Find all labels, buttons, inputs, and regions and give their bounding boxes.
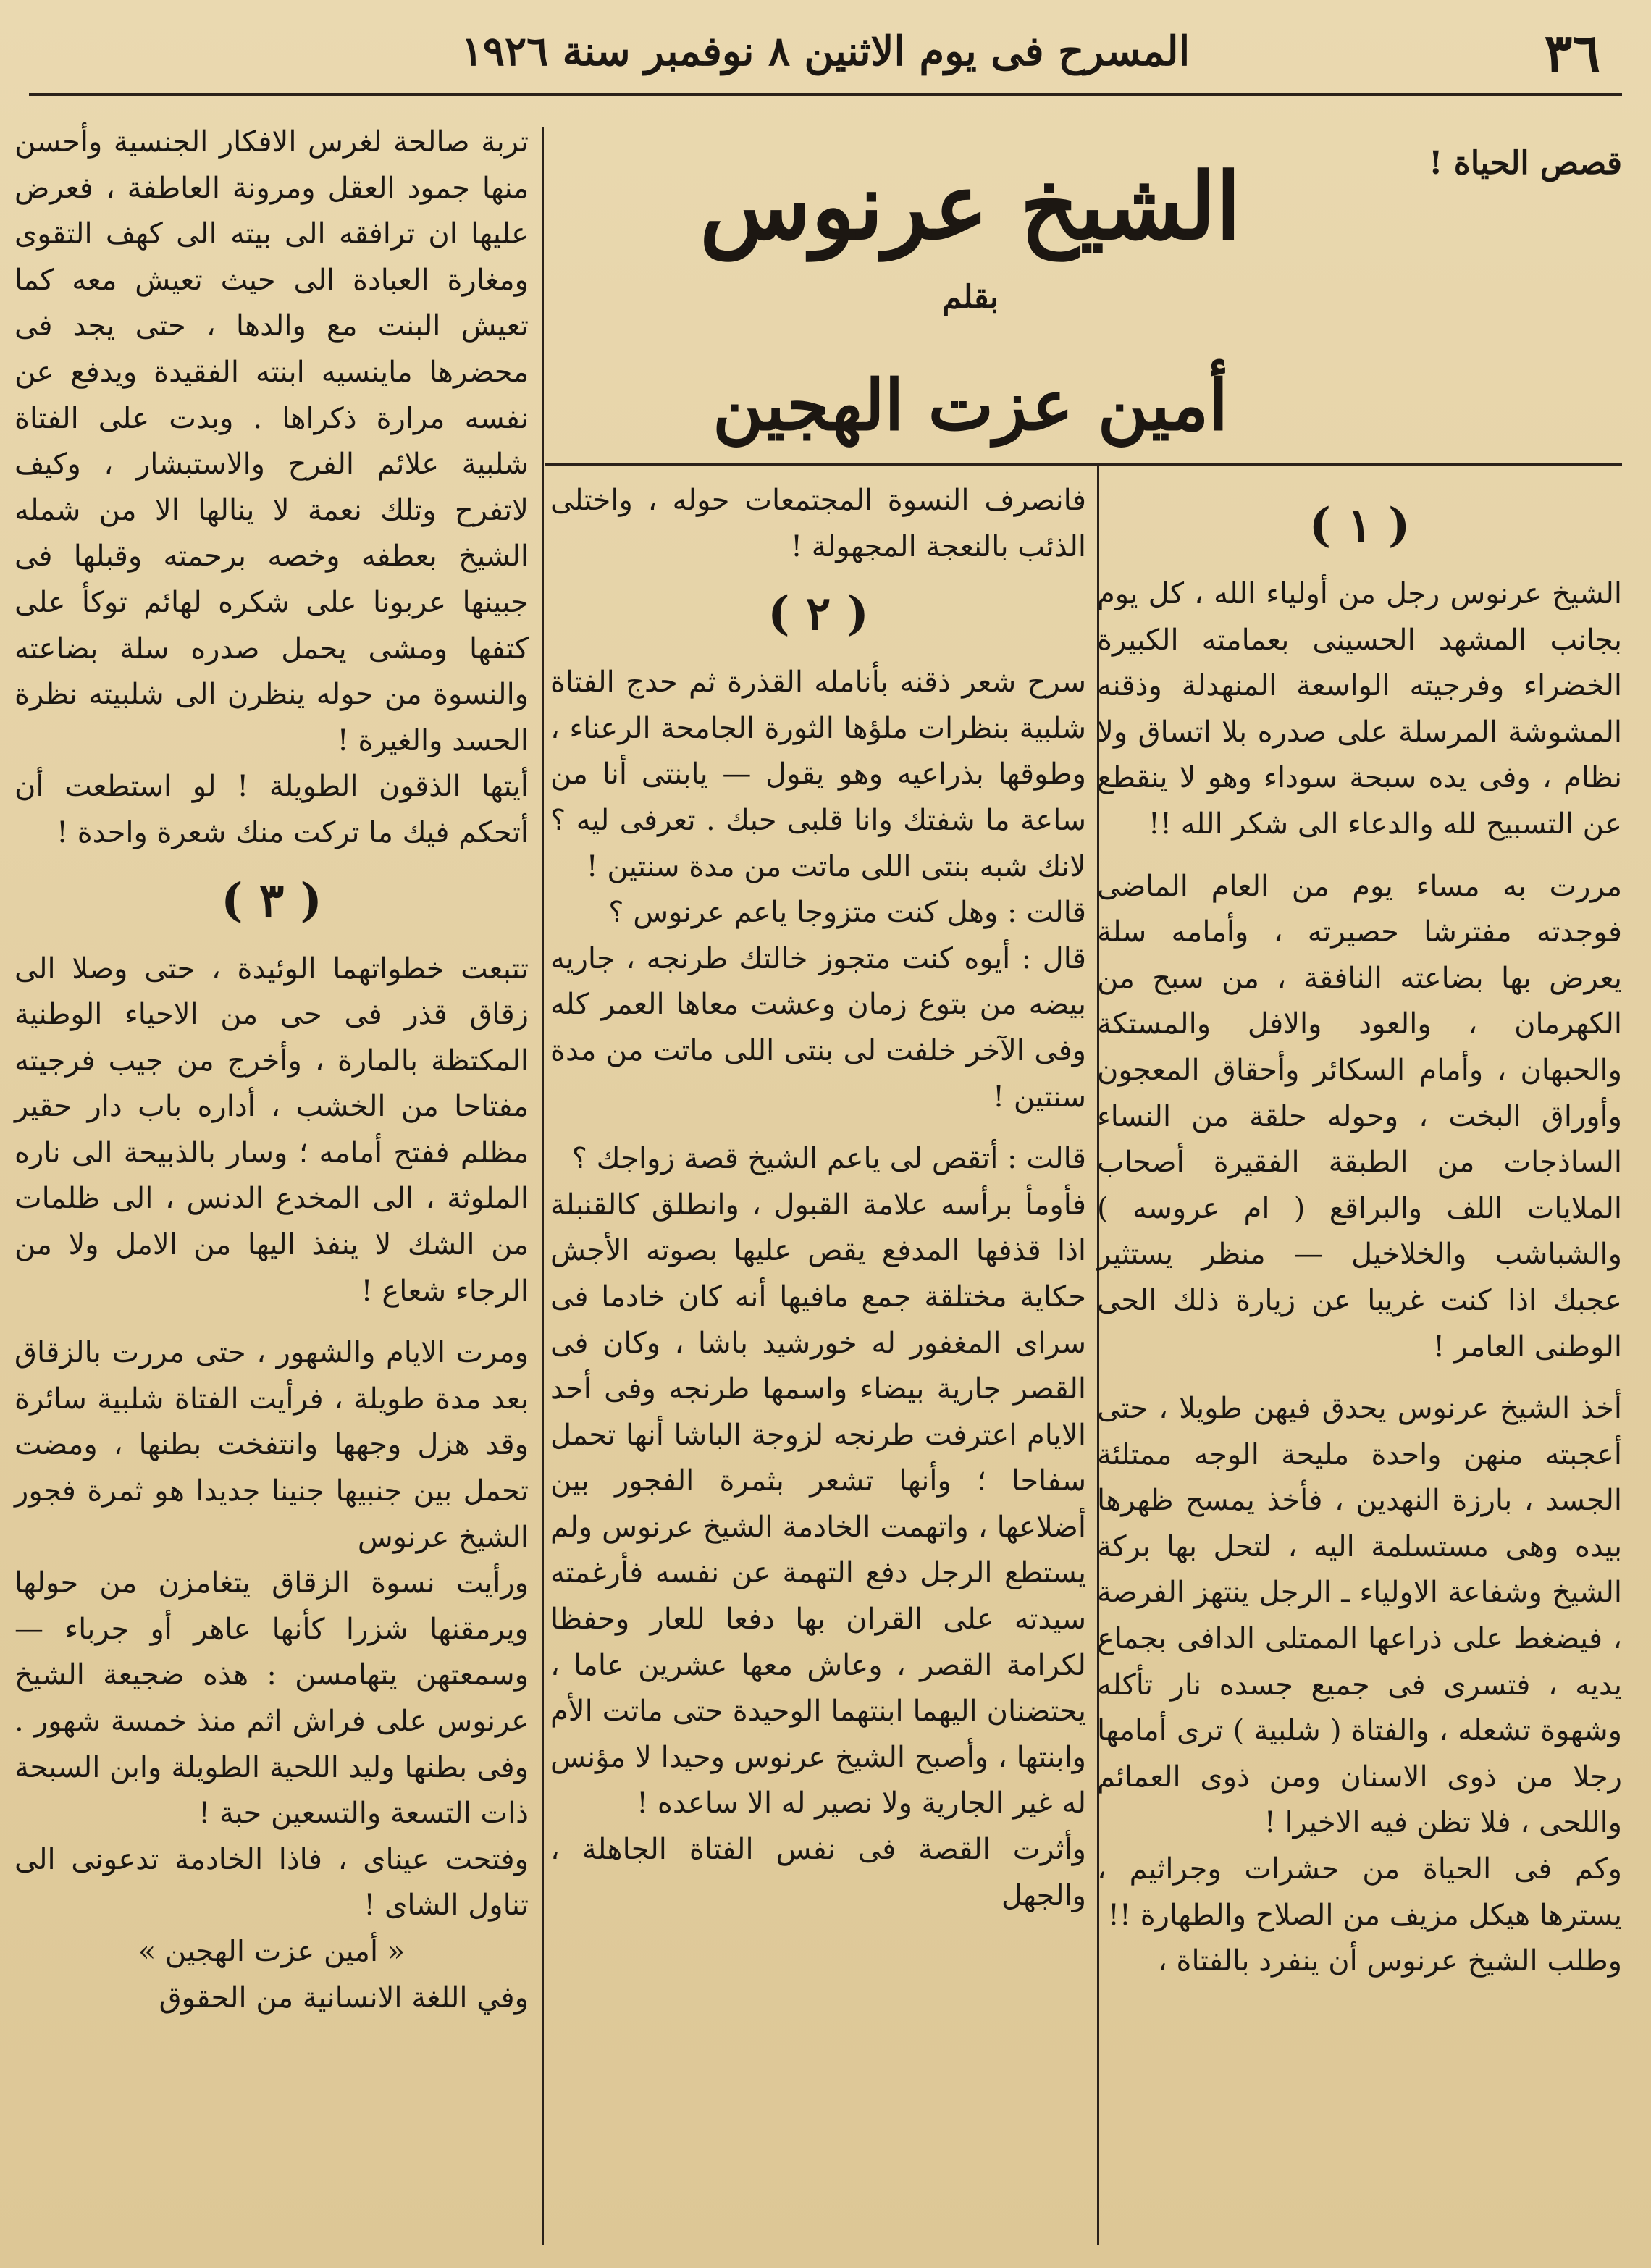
column-rule-left bbox=[542, 127, 544, 2245]
article-author: أمين عزت الهجين bbox=[713, 364, 1228, 446]
column-middle bbox=[550, 478, 1086, 1919]
paragraph: ومرت الايام والشهور ، حتى مررت بالزقاق بعد مدة طويلة ، فرأيت الفتاة شلبية سائرة وقد هزل وجهها وانتفخت بطنها ، ومضت تحمل بين جنبيها جنينا جديدا هو ثمرة فجور الشيخ عرنوس bbox=[14, 1336, 529, 1554]
header-rule bbox=[29, 93, 1622, 96]
section-heading-2: ( ٢ ) bbox=[768, 587, 869, 642]
footer-line: وفي اللغة الانسانية من الحقوق bbox=[159, 1981, 529, 2015]
paragraph: وأثرت القصة فى نفس الفتاة الجاهلة ، والجهل bbox=[550, 1833, 1086, 1912]
paragraph: أخذ الشيخ عرنوس يحدق فيهن طويلا ، حتى أعجبته منهن واحدة مليحة الوجه ممتلئة الجسد ، بارزة النهدين ، فأخذ يمسح ظهرها بيده وهى مستسلمة اليه ، لتحل بها بركة الشيخ وشفاعة الاولياء ـ الرجل ينتهز الفرصة ، فيضغط على ذراعها الممتلى الدافى بجماع يديه ، فتسرى فى جميع جسده نار تأكله وشهوة تشعله ، والفتاة ( شلبية ) ترى أمامها رجلا من ذوى الاسنان ومن ذوى العمائم واللحى ، فلا تظن فيه الاخيرا ! bbox=[1097, 1392, 1622, 1840]
paragraph: فانصرف النسوة المجتمعات حوله ، واختلى الذئب بالنعجة المجهولة ! bbox=[550, 484, 1086, 563]
title-rule bbox=[545, 463, 1622, 466]
paragraph: ورأيت نسوة الزقاق يتغامزن من حولها ويرمقنها شزرا كأنها عاهر أو جرباء — وسمعتهن يتهامسن : هذه ضجيعة الشيخ عرنوس على فراش اثم منذ خمسة شهور . وفى بطنها وليد اللحية الطويلة وابن السبحة ذات التسعة والتسعين حبة ! bbox=[14, 1566, 529, 1831]
paragraph: فأومأ برأسه علامة القبول ، وانطلق كالقنبلة اذا قذفها المدفع يقص عليها بصوته الأجش حكاية مختلقة جمع مافيها أنه كان خادما فى سراى المغفور له خورشيد باشا ، وكان فى القصر جارية بيضاء واسمها طرنجه وفى أحد الايام اعترفت طرنجه لزوجة الباشا أنها تحمل سفاحا ؛ وأنها تشعر بثمرة الفجور بين أضلاعها ، واتهمت الخادمة الشيخ عرنوس ولم يستطع الرجل دفع التهمة عن نفسه فأرغمته سيدته على القران بها دفعا للعار وحفظا لكرامة القصر ، وعاش معها عشرين عاما ، يحتضنان اليهما ابنتهما الوحيدة حتى ماتت الأم وابنتها ، وأصبح الشيخ عرنوس وحيدا لا مؤنس له غير الجارية ولا نصير له الا ساعده ! bbox=[550, 1188, 1086, 1820]
article-byline: بقلم bbox=[941, 279, 999, 316]
paragraph: تربة صالحة لغرس الافكار الجنسية وأحسن منها جمود العقل ومرونة العاطفة ، فعرض عليها ان ترافقه الى بيته الى كهف التقوى ومغارة العبادة الى حيث تعيش معه كما تعيش البنت مع والدها ، حتى يجد فى محضرها ماينسيه ابنته الفقيدة ويدفع عن نفسه مرارة ذكراها . وبدت على الفتاة شلبية علائم الفرح والاستبشار ، وكيف لاتفرح وتلك نعمة لا ينالها الا من شمله الشيخ بعطفه وخصه برحمته وقبلها فى جبينها عربونا على شكره لهائم توكأ على كتفها ومشى يحمل صدره سلة بضاعته والنسوة من حوله ينظرن الى شلبيته نظرة الحسد والغيرة ! bbox=[14, 125, 529, 757]
page-header bbox=[29, 22, 1622, 87]
paragraph: قالت : وهل كنت متزوجا ياعم عرنوس ؟ bbox=[608, 896, 1086, 930]
paragraph: قال : أيوه كنت متجوز خالتك طرنجه ، جاريه بيضه من بتوع زمان وعشت معاها العمر كله وفى الآخر خلفت لى بنتى اللى ماتت من مدة سنتين ! bbox=[550, 941, 1086, 1114]
column-left bbox=[14, 119, 529, 2021]
paragraph: قالت : أتقص لى ياعم الشيخ قصة زواجك ؟ bbox=[571, 1142, 1086, 1176]
section-heading-1: ( ١ ) bbox=[1308, 498, 1411, 553]
paragraph: وفتحت عيناى ، فاذا الخادمة تدعونى الى تناول الشاى ! bbox=[14, 1842, 529, 1923]
signature: « أمين عزت الهجين » bbox=[138, 1934, 406, 1968]
header-date-line: المسرح فى يوم الاثنين ٨ نوفمبر سنة ١٩٢٦ bbox=[461, 28, 1190, 75]
section-heading-3: ( ٣ ) bbox=[221, 873, 322, 928]
paragraph: تتبعت خطواتهما الوئيدة ، حتى وصلا الى زقاق قذر فى حى من الاحياء الوطنية المكتظة بالمارة ، وأخرج من جيب فرجيته مفتاحا من الخشب ، أداره باب دار حقير مظلم ففتح أمامه ؛ وسار بالذبيحة الى ناره الملوثة ، الى المخدع الدنس ، الى ظلمات من الشك لا ينفذ اليها من الامل ولا من الرجاء شعاع ! bbox=[14, 952, 529, 1308]
paragraph: سرح شعر ذقنه بأنامله القذرة ثم حدج الفتاة شلبية بنظرات ملؤها الثورة الجامحة الرعناء ، وطوقها بذراعيه وهو يقول — يابنتى أنا من ساعة ما شفتك وانا قلبى حبك . تعرفى ليه ؟ لانك شبه بنتى اللى ماتت من مدة سنتين ! bbox=[550, 665, 1086, 883]
paragraph: وكم فى الحياة من حشرات وجراثيم ، يسترها هيكل مزيف من الصلاح والطهارة !! bbox=[1097, 1852, 1622, 1932]
paragraph: الشيخ عرنوس رجل من أولياء الله ، كل يوم بجانب المشهد الحسينى بعمامته الكبيرة الخضراء وفرجيته الواسعة المنهدلة وذقنه المشوشة المرسلة على صدره بلا اتساق ولا نظام ، وفى يده سبحة سوداء وهو لا ينقطع عن التسبيح لله والدعاء الى شكر الله !! bbox=[1097, 577, 1622, 841]
column-right bbox=[1097, 482, 1622, 1985]
paragraph: مررت به مساء يوم من العام الماضى فوجدته مفترشا حصيرته ، وأمامه سلة يعرض بها بضاعته النافقة ، من سبح من الكهرمان ، والعود والافل والمستكة والحبهان ، وأمام السكائر وأحقاق المعجون وأوراق البخت ، وحوله حلقة من النساء الساذجات من الطبقة الفقيرة أصحاب الملايات اللف والبراقع ( ام عروسه ) والشباشب والخلاخيل — منظر يستثير عجبك اذا كنت غريبا عن زيارة ذلك الحى الوطنى العامر ! bbox=[1097, 869, 1622, 1364]
paragraph: أيتها الذقون الطويلة ! لو استطعت أن أتحكم فيك ما تركت منك شعرة واحدة ! bbox=[14, 770, 529, 849]
article-title: الشيخ عرنوس bbox=[700, 153, 1241, 260]
article-kicker: قصص الحياة ! bbox=[1429, 145, 1622, 182]
paragraph: وطلب الشيخ عرنوس أن ينفرد بالفتاة ، bbox=[1157, 1944, 1622, 1978]
page-number: ٣٦ bbox=[1544, 22, 1600, 83]
